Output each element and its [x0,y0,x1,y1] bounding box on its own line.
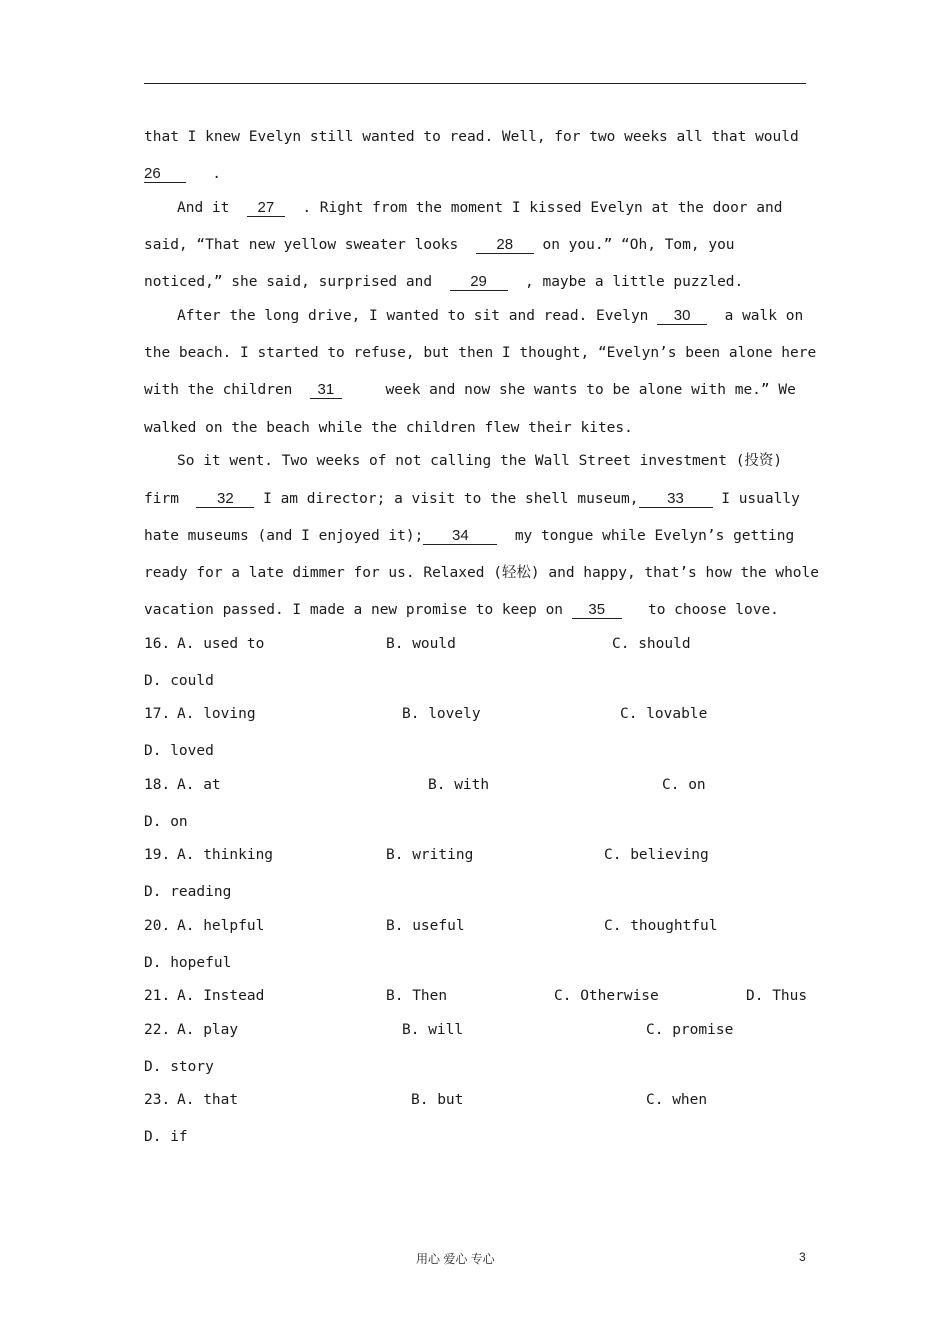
passage-text: I usually [712,490,800,507]
passage-text: noticed,” she said, surprised and [144,274,441,291]
option-b: B. would [386,635,456,652]
question-number: 17. [144,706,171,723]
passage-text: , maybe a little puzzled. [525,274,744,291]
option-a: A. used to [177,635,265,652]
question-number: 22. [144,1021,171,1038]
blank-32: 32 [196,490,254,508]
passage-line [144,486,808,523]
passage-line [144,340,817,377]
question-number: 18. [144,776,171,793]
passage-line [144,195,808,232]
passage-text: a walk on [715,307,804,324]
footer-motto: 用心 爱心 专心 [416,1252,495,1266]
option-b: B. Then [386,988,448,1005]
passage-text: to choose love. [639,602,779,619]
option-a: A. play [177,1021,239,1038]
option-d: D. could [144,672,214,689]
option-c: C. promise [646,1021,734,1038]
option-d: D. loved [144,743,214,760]
passage-line [144,124,808,161]
passage-line [144,560,820,597]
passage-line [144,161,808,195]
option-c: C. should [612,635,691,652]
option-a: A. Instead [177,988,265,1005]
option-c: C. lovable [620,706,708,723]
option-c: C. when [646,1092,708,1109]
passage-text: the beach. I started to refuse, but then I thought, “Evelyn’s been alone here [144,345,817,362]
option-b: B. will [402,1021,464,1038]
question-22-d [144,1054,808,1088]
passage-line [144,269,808,303]
passage-line [144,232,808,269]
blank-28: 28 [476,236,534,254]
option-b: B. useful [386,917,465,934]
question-19-d [144,879,808,913]
passage-text: hate museums (and I enjoyed it); [144,527,424,544]
option-d: D. story [144,1058,214,1075]
option-a: A. helpful [177,917,265,934]
question-21 [144,983,808,1017]
header-rule [144,83,806,84]
passage-text: firm [144,490,188,507]
question-18-d [144,809,808,843]
option-d: D. reading [144,884,232,901]
passage-text: my tongue while Evelyn’s getting [506,527,795,544]
passage-line [144,377,808,414]
option-c: C. believing [604,847,709,864]
question-17-d [144,738,808,772]
passage-text: week and now she wants to be alone with me.” We [376,382,796,399]
option-a: A. that [177,1092,239,1109]
passage-text: And it [177,199,239,216]
option-c: C. thoughtful [604,917,718,934]
passage-text: that I knew Evelyn still wanted to read. Well, for two weeks all that would [144,129,799,145]
question-number: 21. [144,988,171,1005]
question-22 [144,1017,808,1054]
passage-line [144,523,808,560]
passage-text: I am director; a visit to the shell museum, [254,490,639,507]
question-number: 20. [144,917,171,934]
question-number: 23. [144,1092,171,1109]
passage-text: vacation passed. I made a new promise to keep on [144,602,572,619]
blank-34: 34 [423,527,497,545]
passage-line [144,303,808,340]
passage-text: with the children [144,382,302,399]
passage-text: ready for a late dimmer for us. Relaxed (轻松) and happy, that’s how the whole [144,565,820,582]
question-23-d [144,1124,808,1158]
passage-line [144,415,808,449]
question-20 [144,913,808,950]
question-23 [144,1087,808,1124]
question-17 [144,701,808,738]
page-number: 3 [799,1250,806,1264]
blank-27: 27 [247,199,285,217]
question-number: 19. [144,847,171,864]
blank-31: 31 [310,381,342,399]
option-b: B. writing [386,847,474,864]
option-b: B. but [411,1092,464,1109]
question-16 [144,631,808,668]
passage-text: said, “That new yellow sweater looks [144,237,468,254]
option-a: A. thinking [177,847,274,864]
passage-text: . Right from the moment I kissed Evelyn at the door and [302,199,783,216]
question-19 [144,842,808,879]
option-a: A. at [177,776,221,793]
question-16-d [144,668,808,702]
passage-text: on you.” “Oh, Tom, you [533,237,735,254]
blank-33: 33 [639,490,713,508]
blank-30: 30 [657,307,707,325]
passage-text: After the long drive, I wanted to sit and read. Evelyn [177,307,658,324]
blank-35: 35 [572,601,622,619]
question-number: 16. [144,635,171,652]
blank-29: 29 [450,273,508,291]
passage-text: So it went. Two weeks of not calling the Wall Street investment (投资) [177,453,783,470]
option-c: C. Otherwise [554,988,659,1005]
question-20-d [144,950,808,984]
document-body [144,124,820,1158]
option-d: D. on [144,813,188,830]
option-a: A. loving [177,706,256,723]
passage-line [144,448,808,485]
blank-26: 26 [144,165,186,183]
option-b: B. with [428,776,490,793]
option-d: D. if [144,1129,188,1146]
passage-line [144,597,808,631]
option-b: B. lovely [402,706,481,723]
passage-text: walked on the beach while the children flew their kites. [144,419,633,436]
option-d: D. Thus [746,988,808,1005]
passage-text: . [212,166,221,183]
option-c: C. on [662,776,706,793]
question-18 [144,772,808,809]
option-d: D. hopeful [144,954,232,971]
